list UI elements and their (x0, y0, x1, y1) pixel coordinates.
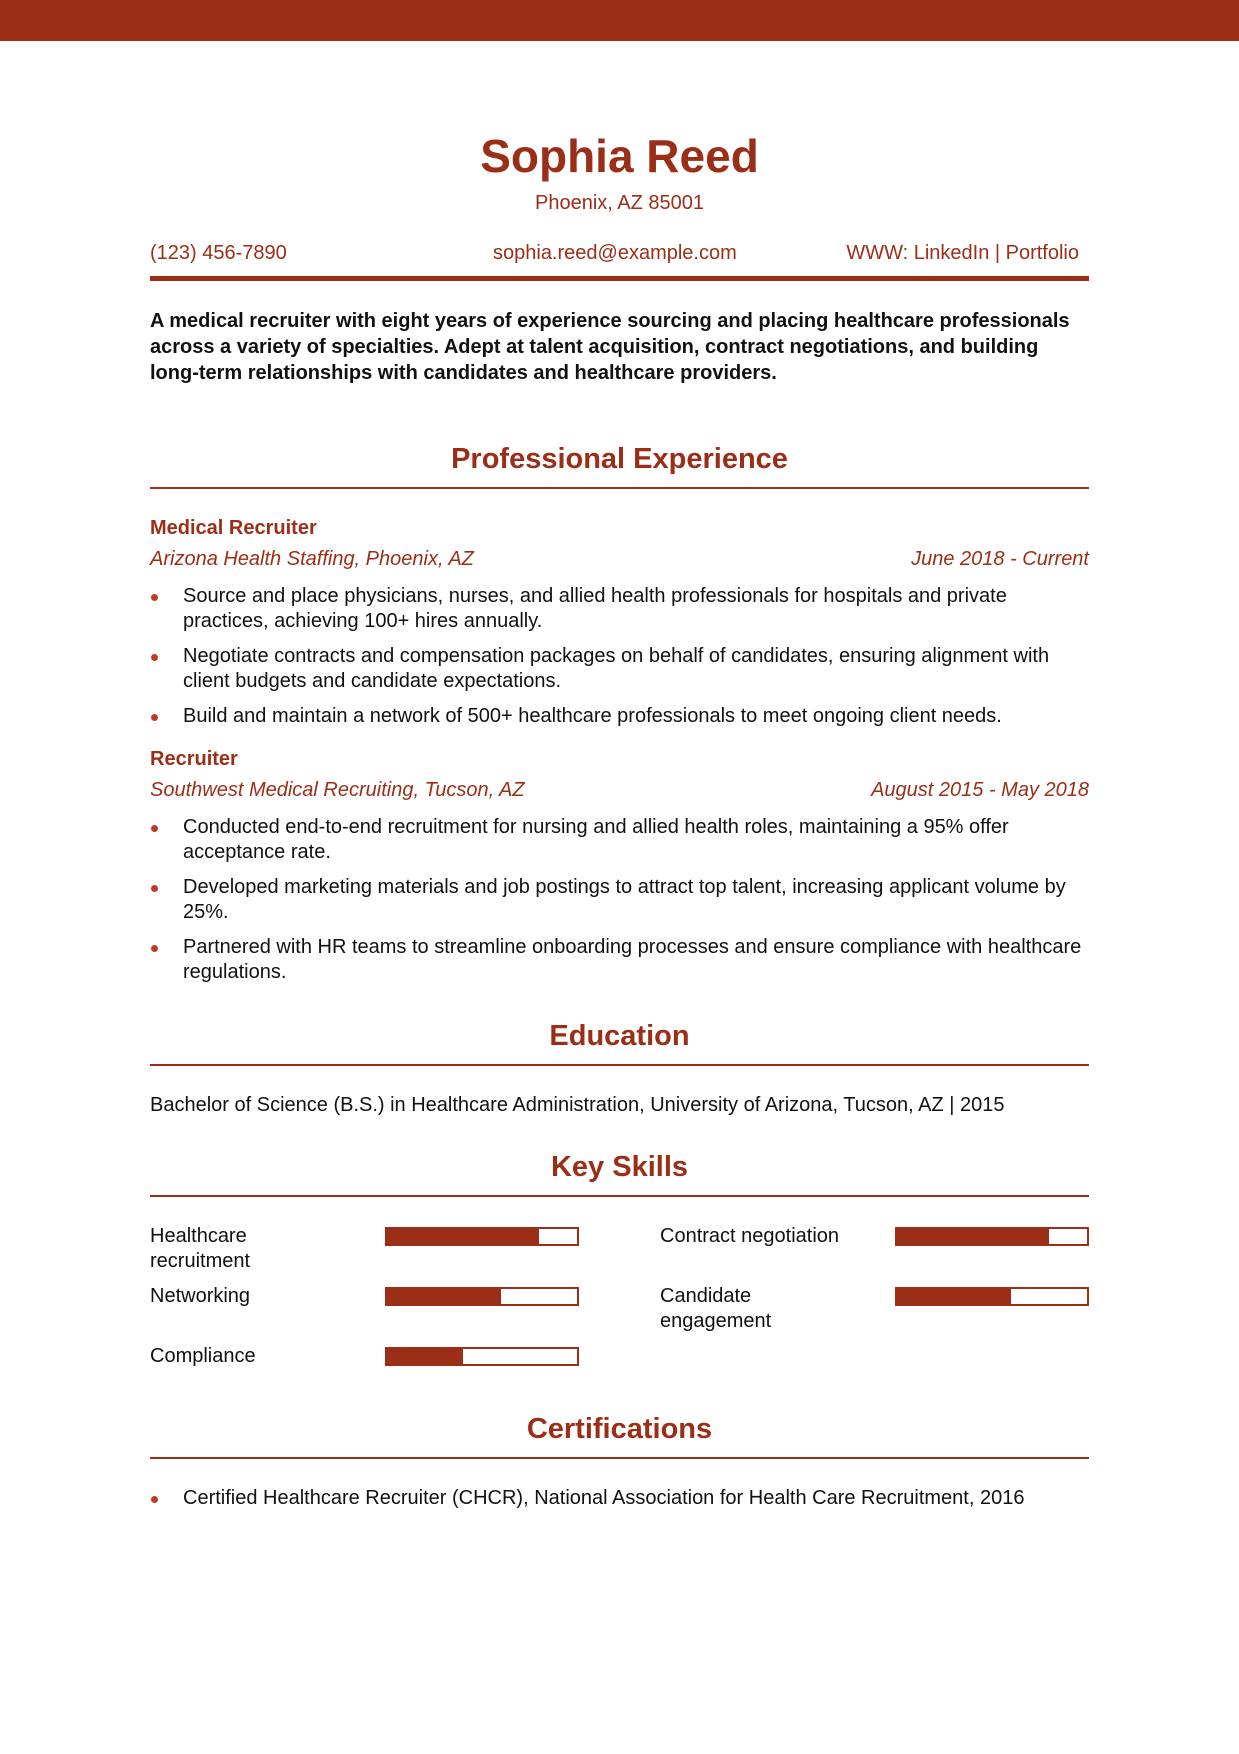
skill-bar-fill (387, 1229, 539, 1244)
job-bullets (150, 584, 1089, 739)
job-title: Recruiter (150, 748, 238, 770)
list-item (150, 875, 1089, 925)
section-divider (150, 1064, 1089, 1066)
web-links[interactable]: WWW: LinkedIn | Portfolio (846, 242, 1079, 264)
list-item (150, 644, 1089, 694)
list-item (150, 1486, 1089, 1511)
job-dates: June 2018 - Current (911, 548, 1089, 570)
skill-label: Networking (150, 1285, 251, 1307)
skill-bar-fill (387, 1289, 501, 1304)
bullet-icon (151, 654, 158, 661)
location: Phoenix, AZ 85001 (534, 192, 704, 214)
top-accent-bar (0, 0, 1239, 41)
certification-text: Certified Healthcare Recruiter (CHCR), National Association for Health Care Recruitment, 2016 (183, 1487, 1025, 1509)
email[interactable]: sophia.reed@example.com (493, 242, 737, 264)
skill-label: Contract negotiation (660, 1225, 840, 1247)
job-meta (150, 777, 1089, 803)
header-divider (150, 276, 1089, 281)
bullet-text: Conducted end-to-end recruitment for nursing and allied health roles, maintaining a 95% offer acceptance rate. (183, 816, 1009, 863)
list-item (150, 704, 1089, 729)
section-title-education: Education (549, 1020, 690, 1052)
section-title-certifications: Certifications (526, 1413, 713, 1445)
list-item (150, 935, 1089, 985)
job-bullets (150, 815, 1089, 995)
skill-bar (385, 1287, 579, 1306)
job-meta (150, 546, 1089, 572)
skill-bar (895, 1287, 1089, 1306)
skill-label: Healthcare recruitment (150, 1225, 251, 1272)
list-item (150, 584, 1089, 634)
bullet-text: Source and place physicians, nurses, and allied health professionals for hospitals and private practices, achieving 100+ hires annually. (183, 585, 1007, 632)
list-item (150, 815, 1089, 865)
bullet-text: Partnered with HR teams to streamline onboarding processes and ensure compliance with healthcare regulations. (183, 936, 1082, 983)
skill-label: Compliance (150, 1345, 256, 1367)
job-company: Arizona Health Staffing, Phoenix, AZ (150, 548, 474, 570)
phone[interactable]: (123) 456-7890 (150, 242, 287, 264)
section-divider (150, 487, 1089, 489)
bullet-icon (151, 945, 158, 952)
bullet-icon (151, 885, 158, 892)
bullet-icon (151, 594, 158, 601)
contact-row (150, 240, 1089, 266)
bullet-text: Negotiate contracts and compensation packages on behalf of candidates, ensuring alignment with client budgets and candidate expectations. (183, 645, 1050, 692)
section-divider (150, 1195, 1089, 1197)
section-title-skills: Key Skills (550, 1151, 689, 1183)
skill-bar (895, 1227, 1089, 1246)
certification-list (150, 1486, 1089, 1521)
summary: A medical recruiter with eight years of experience sourcing and placing healthcare professionals across a variety of specialties. Adept at talent acquisition, contract negotiations, and building long-term relationships with candidates and healthcare providers. (150, 310, 1070, 384)
section-divider (150, 1457, 1089, 1459)
skill-bar-fill (387, 1349, 463, 1364)
skill-bar (385, 1227, 579, 1246)
skill-bar-fill (897, 1229, 1049, 1244)
skill-bar (385, 1347, 579, 1366)
job-title: Medical Recruiter (150, 517, 317, 539)
skill-bar-fill (897, 1289, 1011, 1304)
bullet-icon (151, 825, 158, 832)
job-company: Southwest Medical Recruiting, Tucson, AZ (150, 779, 525, 801)
job-dates: August 2015 - May 2018 (871, 779, 1089, 801)
bullet-text: Build and maintain a network of 500+ healthcare professionals to meet ongoing client needs. (183, 705, 1002, 727)
education-entry: Bachelor of Science (B.S.) in Healthcare Administration, University of Arizona, Tucson, AZ | 2015 (150, 1094, 1005, 1116)
section-title-experience: Professional Experience (451, 443, 788, 475)
bullet-icon (151, 714, 158, 721)
bullet-text: Developed marketing materials and job postings to attract top talent, increasing applicant volume by 25%. (183, 876, 1066, 923)
bullet-icon (151, 1496, 158, 1503)
candidate-name: Sophia Reed (480, 130, 759, 182)
skill-label: Candidate engagement (660, 1285, 772, 1332)
